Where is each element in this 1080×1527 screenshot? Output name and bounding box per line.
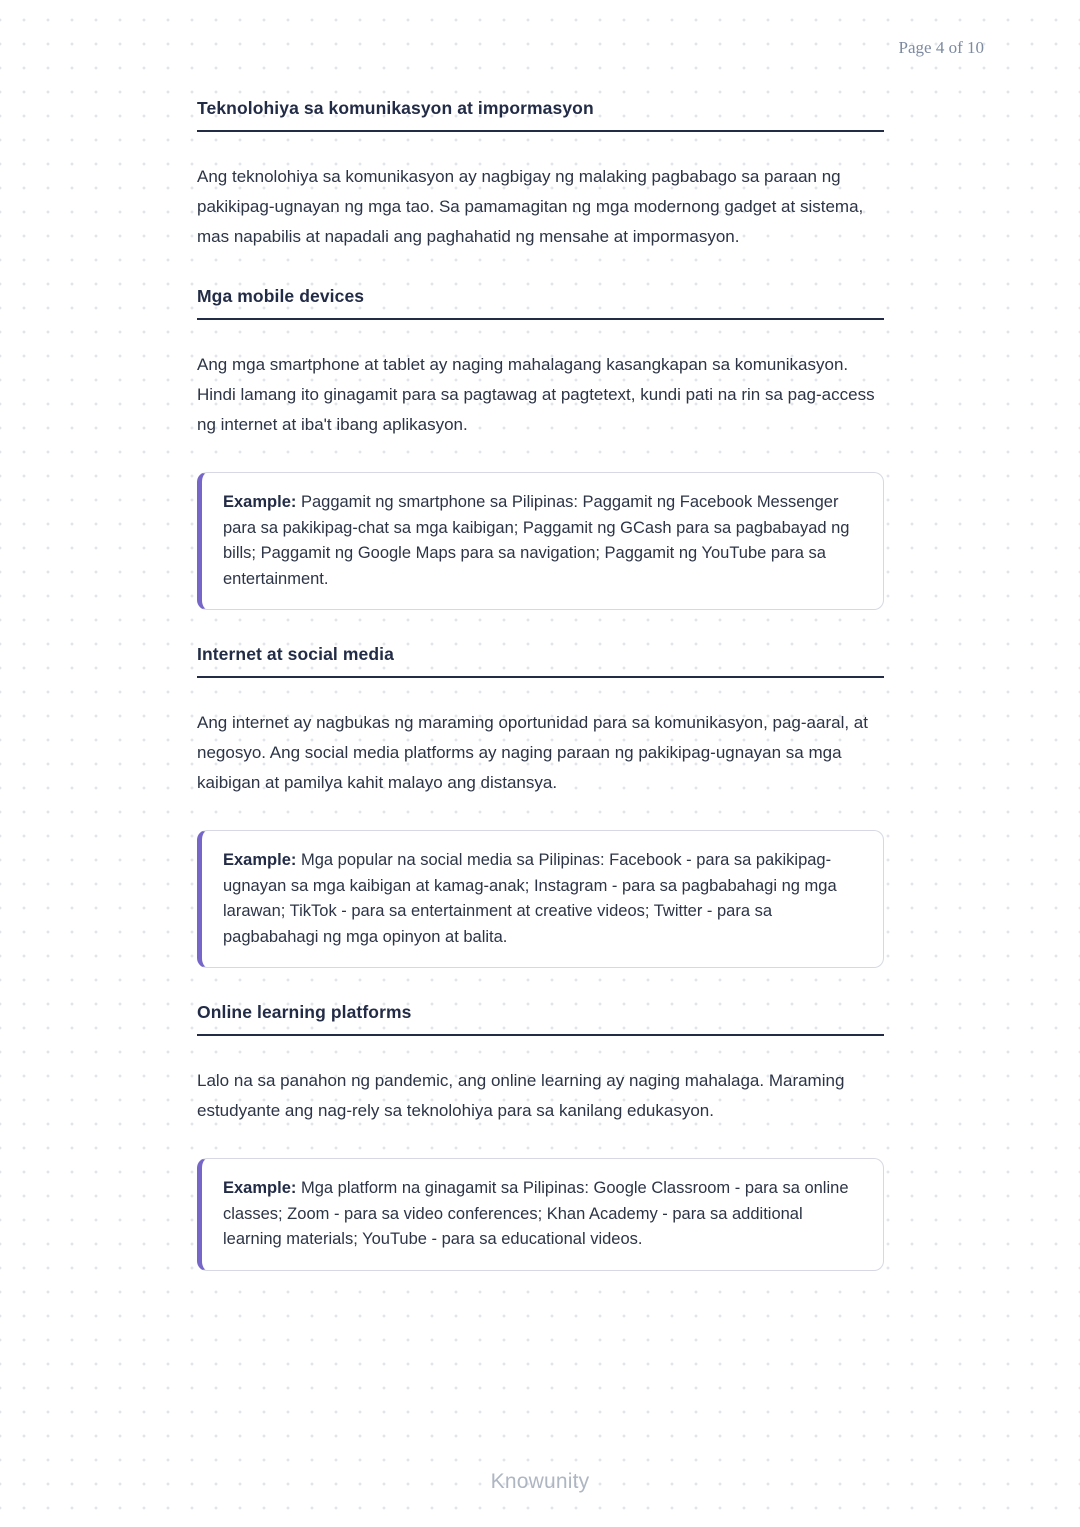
section-online-learning [197,1002,884,1271]
example-text: Mga popular na social media sa Pilipinas: Facebook - para sa pakikipag-ugnayan sa mga kaibigan at kamag-anak; Instagram - para sa pagbabahagi ng mga larawan; TikTok - para sa entertainment at creative videos; Twitter - para sa pagbabahagi ng mga opinyon at balita. [223,851,837,946]
section-internet-social-media [197,644,884,968]
example-label: Example: [223,493,297,511]
section-heading: Teknolohiya sa komunikasyon at impormasyon [197,98,884,132]
section-teknolohiya [197,98,884,252]
example-box [197,472,884,610]
section-paragraph: Lalo na sa panahon ng pandemic, ang online learning ay naging mahalaga. Maraming estudyante ang nag-rely sa teknolohiya para sa kanilang edukasyon. [197,1071,845,1120]
footer-brand: Knowunity [490,1470,590,1493]
section-paragraph: Ang mga smartphone at tablet ay naging mahalagang kasangkapan sa komunikasyon. Hindi lamang ito ginagamit para sa pagtawag at pagtetext, kundi pati na rin sa pag-access ng internet at iba't ibang aplikasyon. [197,355,875,434]
example-box [197,1158,884,1271]
section-heading: Mga mobile devices [197,286,884,320]
section-heading: Internet at social media [197,644,884,678]
example-label: Example: [223,851,297,869]
section-heading: Online learning platforms [197,1002,884,1036]
example-text: Mga platform na ginagamit sa Pilipinas: Google Classroom - para sa online classes; Zoom - para sa video conferences; Khan Academy - para sa additional learning materials; YouTube - para sa educational videos. [223,1179,849,1248]
example-text: Paggamit ng smartphone sa Pilipinas: Paggamit ng Facebook Messenger para sa pakikipag-chat sa mga kaibigan; Paggamit ng GCash para sa pagbabayad ng bills; Paggamit ng Google Maps para sa navigation; Paggamit ng YouTube para sa entertainment. [223,493,850,588]
section-mobile-devices [197,286,884,610]
section-paragraph: Ang teknolohiya sa komunikasyon ay nagbigay ng malaking pagbabago sa paraan ng pakikipag-ugnayan ng mga tao. Sa pamamagitan ng mga modernong gadget at sistema, mas napabilis at napadali ang paghahatid ng mensahe at impormasyon. [197,167,864,246]
example-box [197,830,884,968]
example-label: Example: [223,1179,297,1197]
page-indicator: Page 4 of 10 [898,38,984,57]
section-paragraph: Ang internet ay nagbukas ng maraming oportunidad para sa komunikasyon, pag-aaral, at negosyo. Ang social media platforms ay naging paraan ng pakikipag-ugnayan sa mga kaibigan at pamilya kahit malayo ang distansya. [197,713,868,792]
